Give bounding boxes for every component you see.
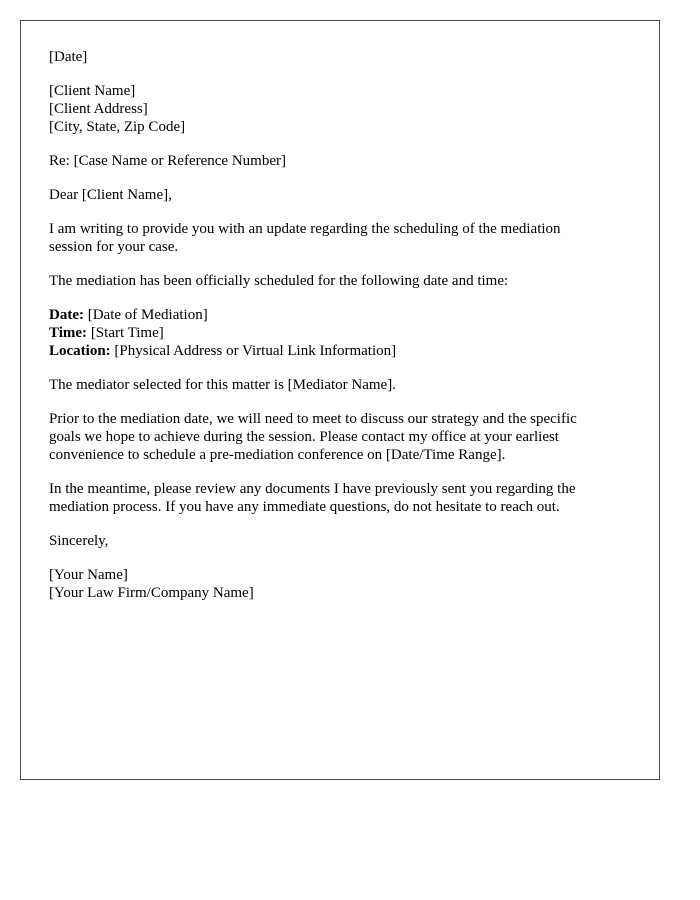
schedule-intro: The mediation has been officially scheduled for the following date and time:: [49, 273, 509, 289]
date-block: [49, 48, 639, 66]
recipient-name: [Client Name]: [49, 83, 136, 99]
salutation-block: [49, 186, 639, 204]
prep-line-1: Prior to the mediation date, we will need to meet to discuss our strategy and the specific: [49, 411, 577, 427]
review-line-1: In the meantime, please review any documents I have previously sent you regarding the: [49, 481, 576, 497]
prep-line-2: goals we hope to achieve during the session. Please contact my office at your earliest: [49, 429, 559, 445]
review-line-2: mediation process. If you have any immediate questions, do not hesitate to reach out.: [49, 499, 560, 515]
closing: Sincerely,: [49, 533, 109, 549]
intro-line-2: session for your case.: [49, 239, 179, 255]
review-paragraph: [49, 480, 639, 516]
signature-firm: [Your Law Firm/Company Name]: [49, 585, 254, 601]
mediator-paragraph: [49, 376, 639, 394]
mediator-line: The mediator selected for this matter is [Mediator Name].: [49, 377, 396, 393]
detail-time: [49, 324, 639, 342]
detail-location-value: [Physical Address or Virtual Link Information]: [110, 343, 397, 359]
recipient-city-state-zip: [City, State, Zip Code]: [49, 119, 186, 135]
letter-body: [49, 48, 639, 618]
detail-location: [49, 342, 639, 360]
intro-line-1: I am writing to provide you with an update regarding the scheduling of the mediation: [49, 221, 561, 237]
preparation-paragraph: [49, 410, 639, 464]
prep-line-3: convenience to schedule a pre-mediation conference on [Date/Time Range].: [49, 447, 506, 463]
letter-date: [Date]: [49, 49, 88, 65]
closing-block: [49, 532, 639, 550]
schedule-intro-paragraph: [49, 272, 639, 290]
detail-date-value: [Date of Mediation]: [83, 307, 208, 323]
mediation-details: [49, 306, 639, 360]
reference-block: [49, 152, 639, 170]
detail-time-value: [Start Time]: [87, 325, 164, 341]
signature-name: [Your Name]: [49, 567, 128, 583]
detail-time-label: Time:: [49, 325, 88, 341]
detail-date-label: Date:: [49, 307, 84, 323]
intro-paragraph: [49, 220, 639, 256]
recipient-block: [49, 82, 639, 136]
recipient-address: [Client Address]: [49, 101, 148, 117]
signature-block: [49, 566, 639, 602]
reference-line: Re: [Case Name or Reference Number]: [49, 153, 286, 169]
detail-location-label: Location:: [49, 343, 111, 359]
salutation: Dear [Client Name],: [49, 187, 172, 203]
detail-date: [49, 306, 639, 324]
